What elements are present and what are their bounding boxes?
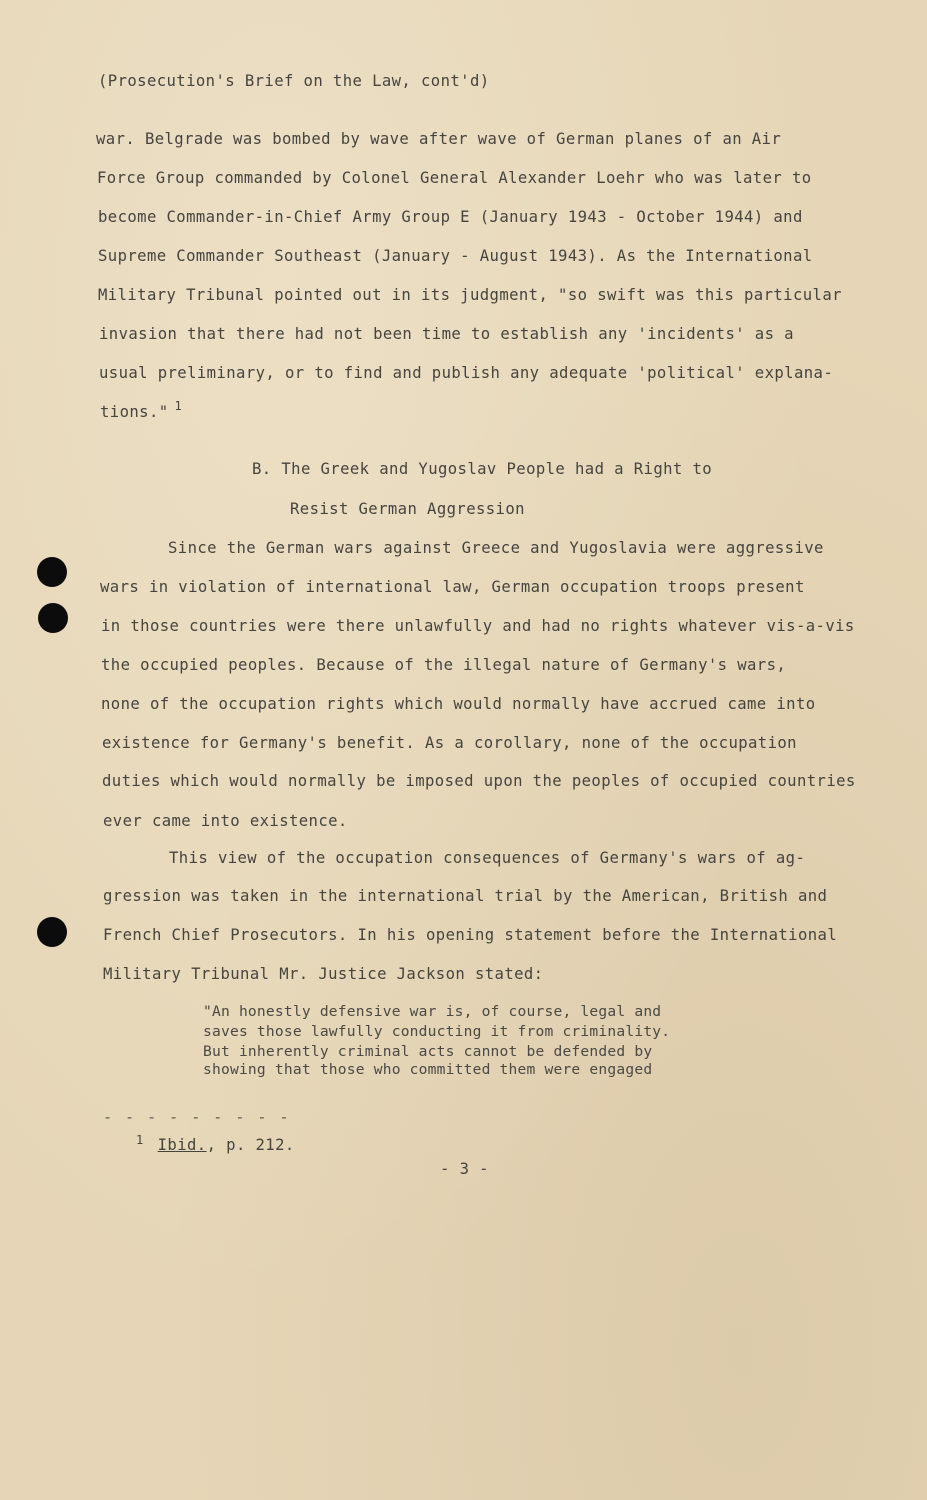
- paragraph-2-line: Since the German wars against Greece and Yugoslavia were aggressive: [168, 539, 824, 557]
- footnote-reference: 1: [174, 399, 183, 413]
- footnote: [136, 1133, 295, 1154]
- block-quote-line: "An honestly defensive war is, of course, legal and: [203, 1003, 662, 1020]
- paragraph-1-line: invasion that there had not been time to establish any 'incidents' as a: [99, 325, 794, 343]
- paragraph-1-line: become Commander-in-Chief Army Group E (January 1943 - October 1944) and: [98, 208, 803, 226]
- paragraph-2-line: in those countries were there unlawfully and had no rights whatever vis-a-vis: [101, 617, 855, 635]
- footnote-citation: , p. 212.: [206, 1136, 295, 1154]
- paragraph-2-line: existence for Germany's benefit. As a corollary, none of the occupation: [102, 734, 797, 752]
- paragraph-3-line: French Chief Prosecutors. In his opening statement before the International: [103, 926, 838, 944]
- paragraph-3-line: gression was taken in the international trial by the American, British and: [103, 887, 828, 905]
- page-header: (Prosecution's Brief on the Law, cont'd): [98, 72, 490, 90]
- footnote-rule: - - - - - - - - -: [103, 1108, 291, 1126]
- paragraph-2-line: duties which would normally be imposed upon the peoples of occupied countries: [102, 772, 856, 790]
- binder-hole-2: [38, 603, 68, 633]
- section-heading-line-1: B. The Greek and Yugoslav People had a Right to: [252, 460, 713, 478]
- footnote-ibid: Ibid.: [157, 1136, 207, 1154]
- page-number: - 3 -: [440, 1160, 489, 1178]
- block-quote-line: showing that those who committed them were engaged: [203, 1061, 653, 1078]
- paragraph-1-line: usual preliminary, or to find and publish any adequate 'political' explana-: [99, 364, 834, 382]
- paragraph-1-line: Supreme Commander Southeast (January - August 1943). As the International: [98, 247, 813, 265]
- footnote-number: 1: [136, 1133, 144, 1147]
- section-heading-line-2: Resist German Aggression: [290, 500, 525, 518]
- paragraph-3-line: Military Tribunal Mr. Justice Jackson stated:: [103, 965, 544, 983]
- paragraph-3-line: This view of the occupation consequences of Germany's wars of ag-: [169, 849, 806, 867]
- block-quote-line: saves those lawfully conducting it from criminality.: [203, 1023, 671, 1040]
- paragraph-1-line: Military Tribunal pointed out in its judgment, "so swift was this particular: [98, 286, 842, 304]
- paragraph-2-line: ever came into existence.: [103, 812, 348, 830]
- binder-hole-3: [37, 917, 67, 947]
- paragraph-2-line: none of the occupation rights which would normally have accrued came into: [101, 695, 816, 713]
- paragraph-2-line: the occupied peoples. Because of the illegal nature of Germany's wars,: [101, 656, 787, 674]
- paragraph-2-line: wars in violation of international law, German occupation troops present: [100, 578, 805, 596]
- paragraph-1-line: Force Group commanded by Colonel General Alexander Loehr who was later to: [97, 169, 812, 187]
- paragraph-1-last-line: [100, 399, 183, 421]
- paragraph-1-text: tions.": [100, 403, 169, 421]
- block-quote-line: But inherently criminal acts cannot be defended by: [203, 1043, 653, 1060]
- binder-hole-1: [37, 557, 67, 587]
- paragraph-1-line: war. Belgrade was bombed by wave after wave of German planes of an Air: [96, 130, 782, 148]
